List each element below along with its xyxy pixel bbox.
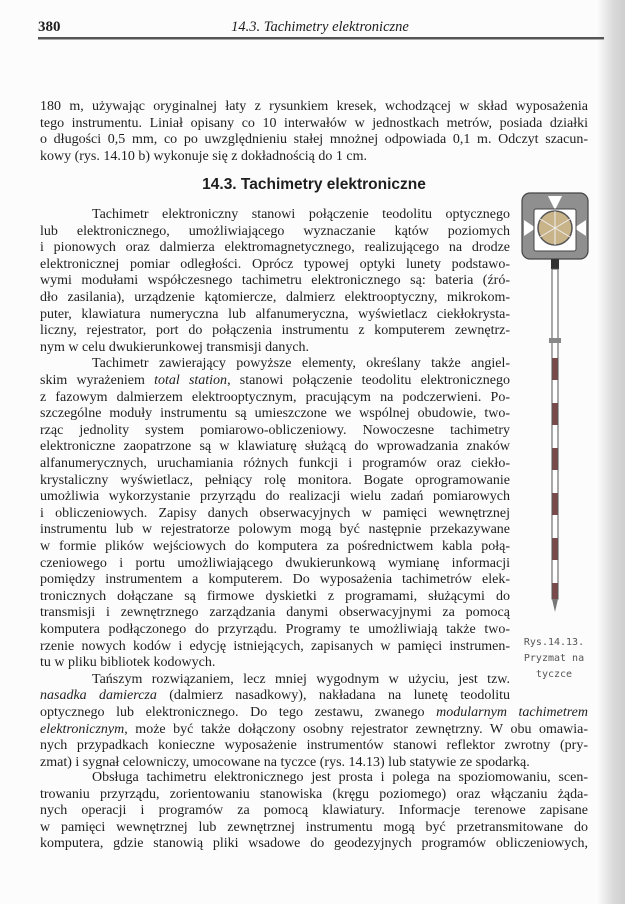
italic-term: elektronicznym — [40, 721, 125, 737]
figure-prism-on-pole — [516, 188, 596, 623]
page-number: 380 — [38, 19, 61, 35]
text-line: dło zasilania), urządzenie kątomiercze, dalmierz elektrooptyczny, mikrokom- — [40, 290, 510, 305]
text-line: w formie plików wejściowych do komputera za pośrednictwem kabla połą- — [40, 539, 510, 554]
text-line — [40, 704, 588, 721]
text-line — [40, 372, 510, 389]
text-segment: (dalmierz nasadkowy), nakładana na lunetę teodolitu — [156, 688, 510, 704]
text-line: zmat) i sygnał celowniczy, umocowane na tyczce (rys. 14.13) lub statywie ze spodarką. — [40, 754, 530, 770]
text-line — [40, 721, 588, 738]
text-segment: , stanowi połączenie teodolitu elektronicznego — [227, 373, 510, 388]
text-line: czeniowego i portu umożliwiającego dwukierunkową wymianę informacji — [40, 555, 510, 571]
text-line: wymi modułami współczesnego tachimetru elektronicznego są: bateria (źró- — [40, 273, 510, 289]
figure-caption-line: tyczce — [535, 669, 573, 680]
text-line: w pamięci wewnętrznej lub zewnętrznej instrumentu mogą być przetransmitowane do — [40, 819, 588, 835]
header-rule — [38, 37, 604, 40]
text-line: rzenie nowych kodów i edycję istniejących, zapisanych w pamięci instrumen- — [40, 638, 510, 654]
text-line: elektronicznej pomiar odległości. Oprócz typowej optyki lunety podstawo- — [40, 256, 510, 272]
text-segment: skim wyrażeniem — [40, 373, 155, 388]
text-line: elektroniczne zaopatrzone są w klawiaturę służącą do wprowadzania znaków — [40, 439, 510, 455]
text-line: i obliczeniowych. Zapisy danych obserwacyjnych w pamięci wewnętrznej — [40, 505, 510, 521]
text-line: 180 m, używając oryginalnej łaty z rysunkiem kresek, wchodzącej w skład wyposażenia — [40, 99, 588, 114]
text-segment: optycznego lub elektronicznego. Do tego zestawu, zwanego — [40, 705, 437, 720]
text-line: trowaniu przyrządu, zorientowaniu stanowiska (kręgu poziomego) oraz włączaniu żąda- — [40, 786, 588, 802]
text-line: transmisji i zewnętrznego zarządzania danymi obserwacyjnymi za pomocą — [40, 605, 510, 621]
text-line: krystaliczny wyświetlacz, pełniący rolę monitora. Bogate oprogramowanie — [40, 472, 510, 488]
text-line: Tańszym rozwiązaniem, lecz mniej wygodnym w użyciu, jest tzw. — [92, 671, 510, 687]
text-line: tego instrumentu. Liniał opisany co 10 interwałów w jednostkach metrów, posiada działki — [40, 115, 588, 131]
italic-term: total station — [154, 373, 228, 388]
text-line: i pionowych oraz dalmierza elektromagnetycznego, realizującego na drodze — [40, 240, 510, 256]
text-line: alfanumerycznych, uruchamiania różnych funkcji i programów oraz ciekło- — [40, 456, 510, 471]
text-line: tronicznych dołączane są firmowe dyskietki z programami, służącymi do — [40, 588, 510, 604]
pole-level-clamp — [549, 338, 561, 343]
figure-caption-line: Pryzmat na — [523, 653, 585, 664]
text-line: szczególne moduły instrumentu są umieszczone we wspólnej obudowie, two- — [40, 406, 510, 422]
text-line: instrumentu lub w rejestratorze polowym mogą być następnie przekazywane — [40, 522, 510, 538]
text-line: Tachimetr zawierający powyższe elementy, określany także angiel- — [92, 356, 510, 372]
running-header: 14.3. Tachimetry elektroniczne — [231, 19, 409, 35]
text-line: nym w celu dwukierunkowej transmisji danych. — [40, 339, 310, 355]
text-line: komputera, gdzie stanowią pliki wsadowe do geodezyjnych programów obliczeniowych, — [40, 836, 588, 852]
prism-on-pole-illustration — [516, 188, 596, 618]
text-line: umożliwia wykorzystanie przyrządu do realizacji wielu zadań pomiarowych — [40, 489, 510, 505]
text-line: pomiędzy instrumentem a komputerem. Do wyposażenia tachimetrów elek- — [40, 572, 510, 588]
figure-caption-line: Rys.14.13. — [523, 637, 585, 648]
text-line: kowy (rys. 14.10 b) wykonuje się z dokładnością do 1 cm. — [40, 148, 367, 164]
text-line: Tachimetr elektroniczny stanowi połączenie teodolitu optycznego — [92, 207, 510, 222]
text-line: z fazowym dalmierzem elektrooptycznym, pracującym na podczerwieni. Po- — [40, 389, 510, 405]
text-line: Obsługa tachimetru elektronicznego jest prosta i polega na spoziomowaniu, scen- — [92, 770, 588, 785]
text-line: lub elektronicznego, umożliwiającego wyznaczanie kątów poziomych — [40, 223, 510, 239]
text-line — [40, 687, 510, 704]
pole-tip — [552, 599, 558, 612]
text-line: tu w pliku bibliotek kodowych. — [40, 655, 216, 671]
page-edge-shadow — [597, 0, 625, 904]
text-line: rząc jednolity system pomiarowo-obliczeniowy. Nowoczesne tachimetry — [40, 422, 510, 438]
pole-mount — [551, 259, 559, 269]
text-line: nych operacji i programów za pomocą klawiatury. Informacje terenowe zapisane — [40, 803, 588, 819]
text-line: o długości 0,5 mm, co po uwzględnieniu stałej mnożnej odpowiada 0,1 m. Odczyt szacun- — [40, 132, 588, 148]
section-heading: 14.3. Tachimetry elektroniczne — [202, 176, 426, 193]
text-line: liczny, rejestrator, port do połączenia instrumentu z komputerem zewnętrz- — [40, 323, 510, 339]
text-segment: , może być także dołączony osobny rejestrator zewnętrzny. W obu omawia- — [124, 721, 588, 737]
italic-term: modularnym tachimetrem — [436, 705, 588, 720]
text-line: nych przypadkach konieczne wyposażenie instrumentów stanowi reflektor zwrotny (pry- — [40, 738, 588, 754]
italic-term: nasadka damiercza — [40, 688, 157, 704]
text-line: puter, klawiatura numeryczna lub alfanumeryczna, wyświetlacz ciekłokrysta- — [40, 306, 510, 322]
text-line: komputera podłączonego do przyrządu. Programy te umożliwiają także two- — [40, 622, 510, 637]
